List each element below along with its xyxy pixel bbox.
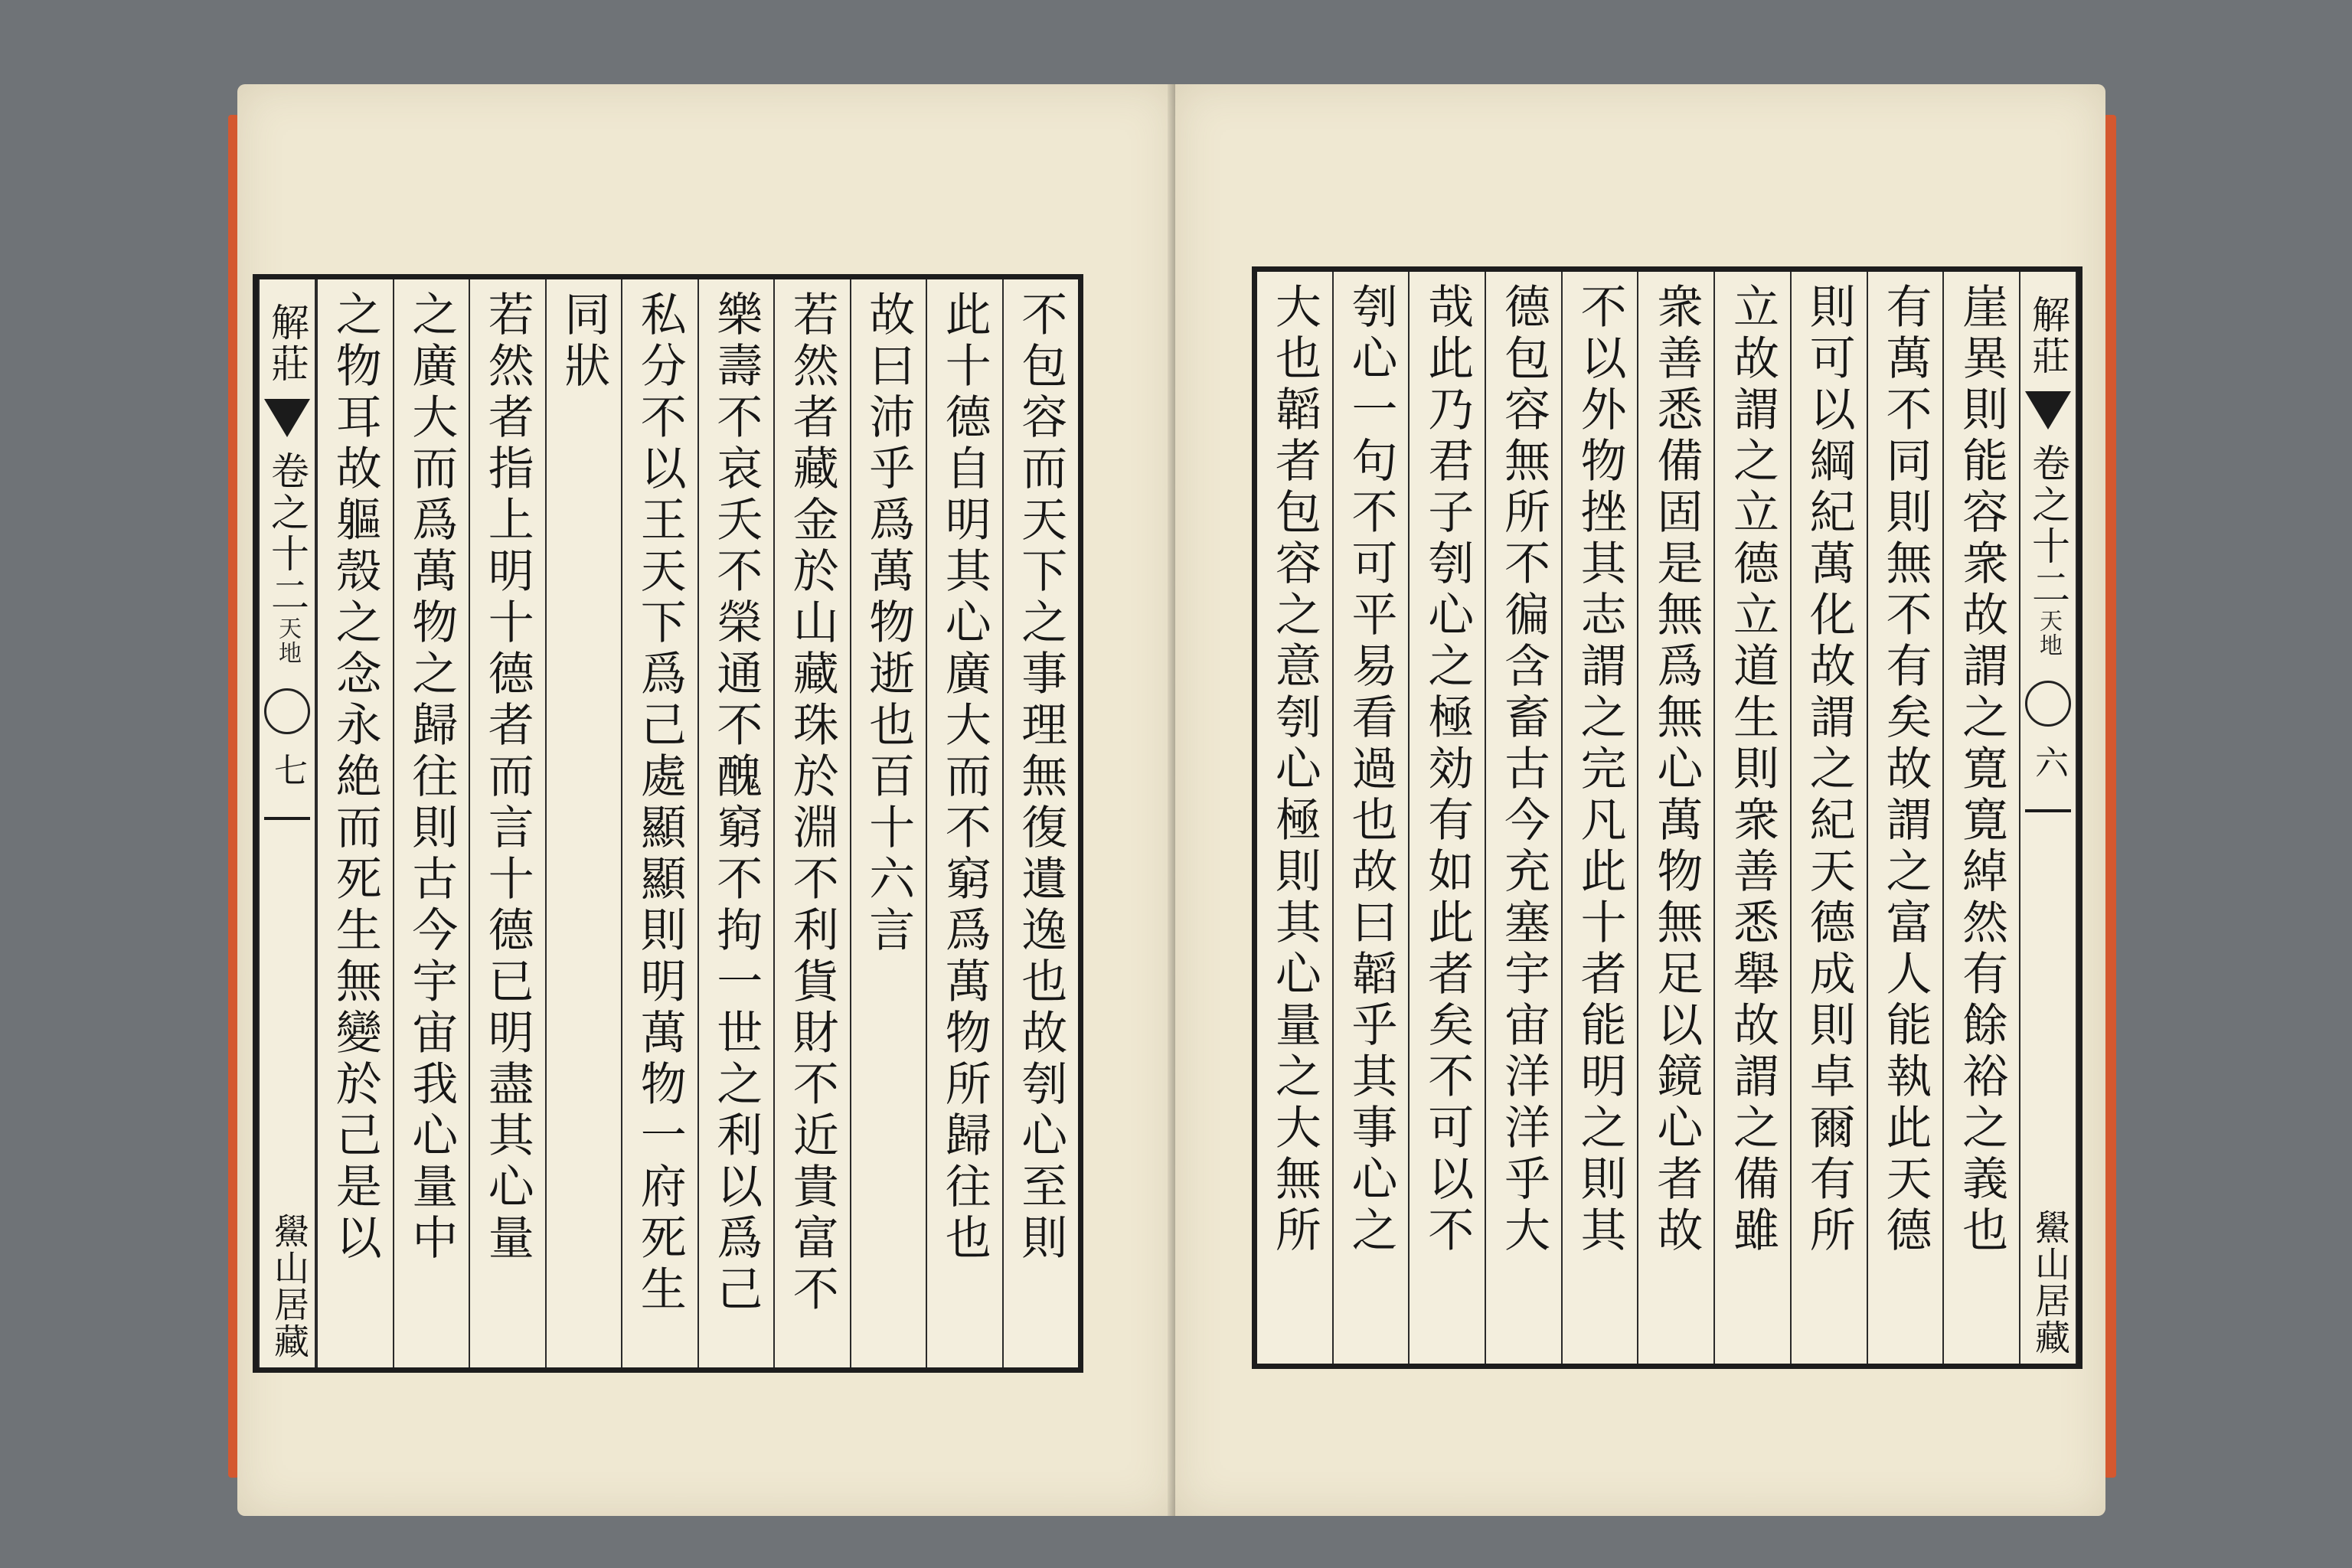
text-column: 崖異則能容衆故謂之寛寛綽然有餘裕之義也 (1942, 272, 2019, 1364)
chapter-title: 天地 (2035, 609, 2062, 658)
block-center-margin-left (258, 279, 316, 1367)
volume-number: 卷之十二 (265, 451, 309, 616)
right-page (1175, 84, 2105, 1516)
text-column: 故曰沛乎爲萬物逝也百十六言 (850, 279, 926, 1367)
text-column: 若然者藏金於山藏珠於淵不利貨財不近貴富不 (773, 279, 850, 1367)
open-book (237, 84, 2105, 1516)
text-column: 之廣大而爲萬物之歸往則古今宇宙我心量中 (393, 279, 469, 1367)
fold-circle-icon (2025, 681, 2071, 727)
fish-tail-mark-icon (2025, 391, 2071, 430)
text-column: 立故謂之立德立道生則衆善悉舉故謂之備雖 (1713, 272, 1790, 1364)
volume-number: 卷之十二 (2026, 443, 2070, 609)
text-column: 樂壽不哀夭不榮通不醜窮不拘一世之利以爲己 (697, 279, 774, 1367)
text-column: 則可以綱紀萬化故謂之紀天德成則卓爾有所 (1790, 272, 1867, 1364)
publisher-mark: 鱟山居藏 (269, 1213, 310, 1360)
text-column: 若然者指上明十德者而言十德已明盡其心量 (469, 279, 545, 1367)
text-column: 刳心一句不可平易看過也故曰韜乎其事心之 (1332, 272, 1409, 1364)
text-column: 私分不以王天下爲己處顯顯則明萬物一府死生 (621, 279, 697, 1367)
right-text-frame (1252, 266, 2082, 1369)
divider (264, 817, 310, 820)
book-title: 解莊 (265, 302, 309, 385)
text-column: 不以外物挫其志謂之完凡此十者能明之則其 (1561, 272, 1638, 1364)
book-edge-right (2104, 115, 2116, 1478)
text-column: 衆善悉備固是無爲無心萬物無足以鏡心者故 (1637, 272, 1713, 1364)
leaf-number: 七 (268, 753, 307, 786)
divider (2025, 809, 2071, 812)
text-column: 有萬不同則無不有矣故謂之富人能執此天德 (1867, 272, 1943, 1364)
fold-circle-icon (264, 688, 310, 734)
text-column: 同狀 (545, 279, 622, 1367)
book-title: 解莊 (2026, 295, 2070, 377)
publisher-mark: 鱟山居藏 (2030, 1209, 2071, 1356)
left-page (237, 84, 1175, 1516)
block-center-margin-right (2019, 272, 2077, 1364)
leaf-number: 六 (2029, 745, 2068, 779)
text-column: 之物耳故軀殼之念永絶而死生無變於己是以 (316, 279, 393, 1367)
text-column: 哉此乃君子刳心之極効有如此者矣不可以不 (1408, 272, 1485, 1364)
left-text-frame (253, 274, 1083, 1373)
text-column: 德包容無所不徧含畜古今充塞宇宙洋洋乎大 (1485, 272, 1561, 1364)
text-column: 此十德自明其心廣大而不窮爲萬物所歸往也 (926, 279, 1002, 1367)
text-column: 不包容而天下之事理無復遺逸也故刳心至則 (1002, 279, 1079, 1367)
fish-tail-mark-icon (264, 399, 310, 437)
chapter-title: 天地 (274, 616, 301, 665)
text-column: 大也韜者包容之意刳心極則其心量之大無所 (1267, 283, 1321, 1257)
